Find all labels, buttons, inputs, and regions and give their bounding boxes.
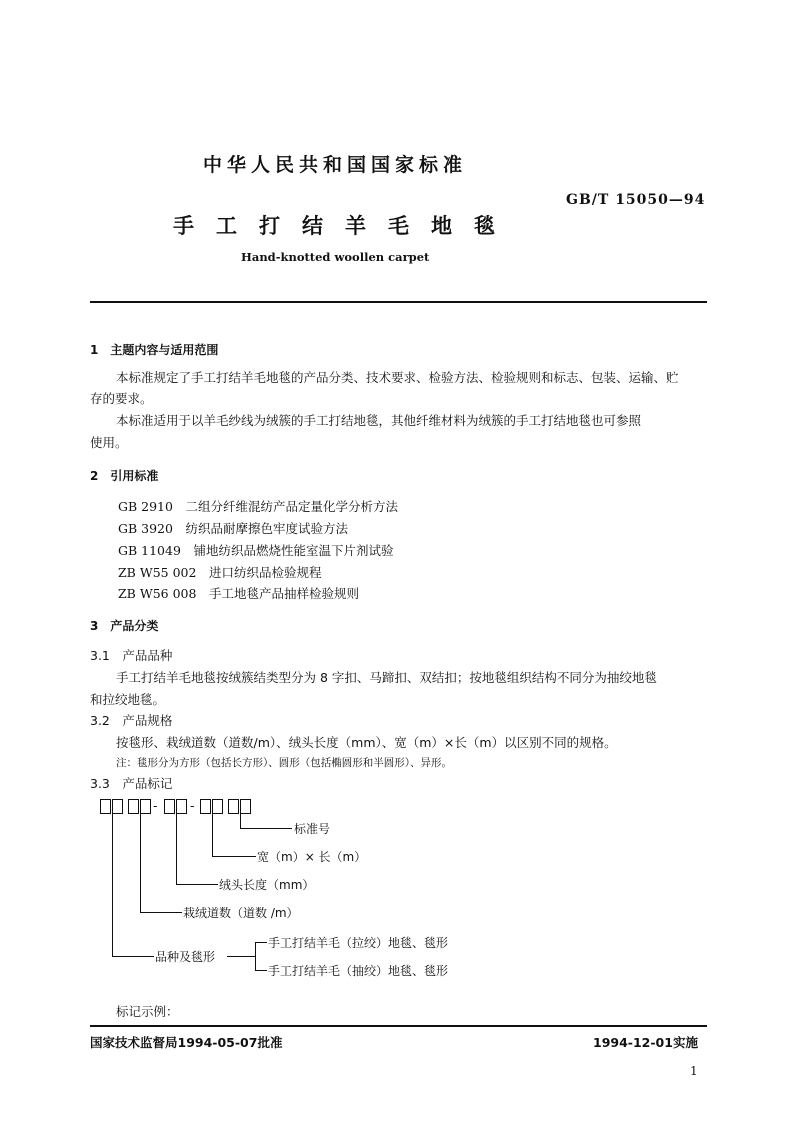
section-3-heading: 3 产品分类 xyxy=(90,619,159,633)
leader-line xyxy=(212,856,256,857)
leader-line xyxy=(240,814,241,828)
mark-box-pile-2 xyxy=(176,799,187,814)
section-3-3-heading: 3.3 产品标记 xyxy=(90,776,173,791)
section-3-1-text-a: 手工打结羊毛地毯按绒簇结类型分为 8 字扣、马蹄扣、双结扣；按地毯组织结构不同分为抽绞地毯 xyxy=(116,670,657,685)
bracket-line xyxy=(255,970,267,971)
reference-title: 纺织品耐摩擦色牢度试验方法 xyxy=(185,521,348,536)
section-3-1-heading: 3.1 产品品种 xyxy=(90,648,173,663)
reference-code: GB 2910 xyxy=(118,499,173,514)
label-variety-shape: 品种及毯形 xyxy=(155,950,216,964)
leader-line xyxy=(112,814,113,956)
reference-title: 铺地纺织品燃烧性能室温下片剂试验 xyxy=(193,543,394,558)
reference-item xyxy=(118,563,321,581)
reference-code: GB 11049 xyxy=(118,543,181,558)
mark-box-variety-1 xyxy=(100,799,111,814)
section-3-1-text-b: 和拉绞地毯。 xyxy=(90,692,166,707)
label-draw-knot-carpet: 手工打结羊毛（抽绞）地毯、毯形 xyxy=(268,964,449,978)
leader-line xyxy=(176,814,177,884)
reference-code: ZB W56 008 xyxy=(118,586,197,601)
marking-example-label: 标记示例： xyxy=(116,1004,179,1019)
leader-line xyxy=(112,956,154,957)
standard-code: GB/T 15050—94 xyxy=(566,192,706,208)
leader-line xyxy=(140,912,182,913)
mark-box-rows-2 xyxy=(140,799,151,814)
section-3-2-heading: 3.2 产品规格 xyxy=(90,713,173,728)
section-1-heading: 1 主题内容与适用范围 xyxy=(90,343,219,357)
page-number: 1 xyxy=(690,1064,698,1078)
reference-item xyxy=(118,541,393,559)
reference-item xyxy=(118,519,348,537)
mark-box-size-2 xyxy=(212,799,223,814)
reference-item xyxy=(118,584,359,602)
section-1-para-1b: 存的要求。 xyxy=(90,391,153,406)
document-title: 手工打结羊毛地毯 xyxy=(173,214,517,238)
reference-code: ZB W55 002 xyxy=(118,565,197,580)
mark-box-rows-1 xyxy=(128,799,139,814)
mark-box-standard-2 xyxy=(240,799,251,814)
reference-title: 手工地毯产品抽样检验规则 xyxy=(208,586,359,601)
reference-code: GB 3920 xyxy=(118,521,173,536)
mark-box-pile-1 xyxy=(164,799,175,814)
section-1-para-1a: 本标准规定了手工打结羊毛地毯的产品分类、技术要求、检验方法、检验规则和标志、包装、运输、贮 xyxy=(116,370,679,385)
mark-hyphen: - xyxy=(153,798,158,813)
leader-line xyxy=(176,884,218,885)
header-rule xyxy=(90,301,707,303)
reference-title: 二组分纤维混纺产品定量化学分析方法 xyxy=(185,499,398,514)
approval-date: 国家技术监督局1994-05-07批准 xyxy=(90,1035,283,1050)
leader-line xyxy=(240,828,292,829)
section-2-heading: 2 引用标准 xyxy=(90,469,159,483)
mark-hyphen: - xyxy=(190,798,195,813)
reference-title: 进口纺织品检验规程 xyxy=(208,565,322,580)
label-pile-length: 绒头长度（mm） xyxy=(219,878,315,892)
label-standard-number: 标准号 xyxy=(294,822,331,836)
section-1-para-2a: 本标准适用于以羊毛纱线为绒簇的手工打结地毯，其他纤维材料为绒簇的手工打结地毯也可参照 xyxy=(116,413,642,428)
document-title-english: Hand-knotted woollen carpet xyxy=(241,250,430,264)
section-3-2-text: 按毯形、栽绒道数（道数/m）、绒头长度（mm）、宽（m）×长（m）以区别不同的规格。 xyxy=(116,735,617,750)
reference-item xyxy=(118,497,398,515)
leader-line xyxy=(227,956,255,957)
mark-box-standard-1 xyxy=(228,799,239,814)
leader-line xyxy=(212,814,213,856)
implementation-date: 1994-12-01实施 xyxy=(593,1035,698,1050)
label-pile-rows: 栽绒道数（道数 /m） xyxy=(183,906,299,920)
section-1-para-2b: 使用。 xyxy=(90,435,128,450)
footer-rule xyxy=(90,1025,707,1027)
leader-line xyxy=(140,814,141,912)
label-size: 宽（m）× 长（m） xyxy=(257,850,367,864)
section-3-2-note: 注：毯形分为方形（包括长方形）、圆形（包括椭圆形和半圆形）、异形。 xyxy=(116,757,452,769)
mark-box-size-1 xyxy=(200,799,211,814)
standard-org-title: 中华人民共和国国家标准 xyxy=(203,154,468,176)
mark-box-variety-2 xyxy=(112,799,123,814)
bracket-line xyxy=(255,942,267,943)
label-pull-knot-carpet: 手工打结羊毛（拉绞）地毯、毯形 xyxy=(268,936,449,950)
bracket-line xyxy=(255,942,256,971)
